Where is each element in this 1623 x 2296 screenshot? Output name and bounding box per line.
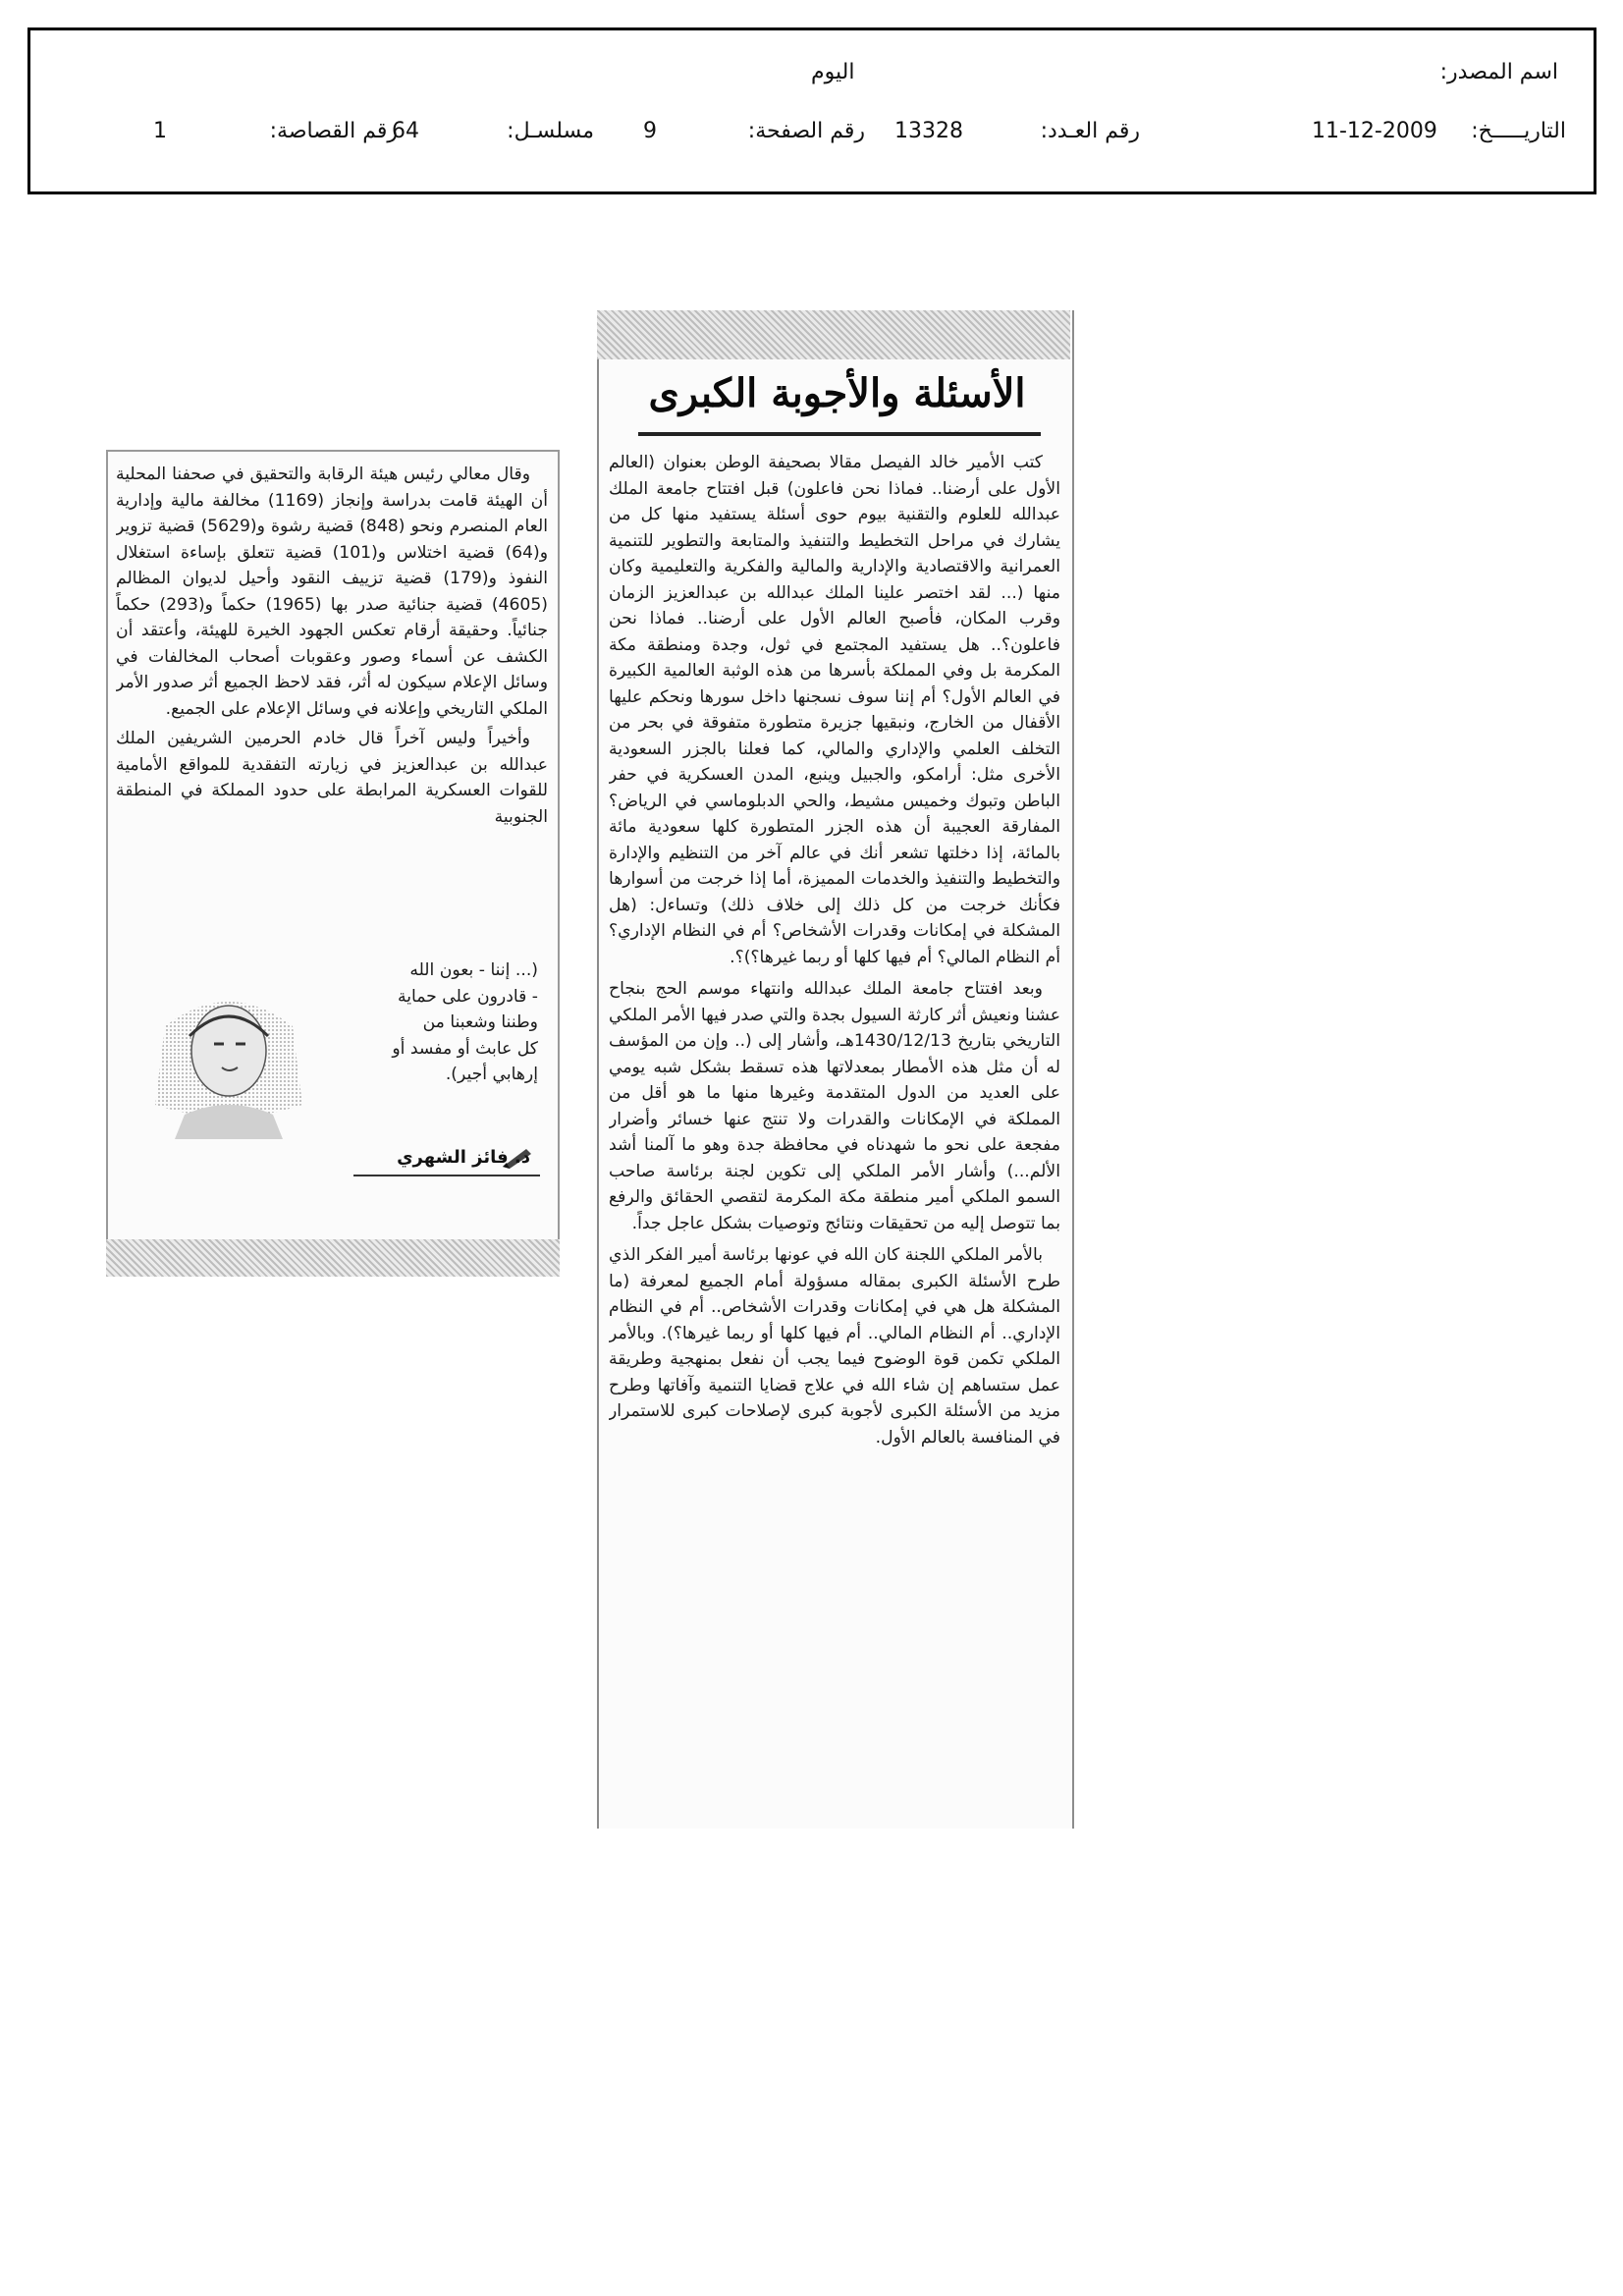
article-headline: الأسئلة والأجوبة الكبرى <box>648 370 1026 416</box>
quote-line: وطننا وشعبنا من <box>422 1012 538 1032</box>
sidebar-paragraph-1: وقال معالي رئيس هيئة الرقابة والتحقيق في صحفنا المحلية أن الهيئة قامت بدراسة وإنجاز (1169) مخالفة مالية وإدارية العام المنصرم ونحو (848) قضية رشوة و(5629) قضية تزوير و(64) قضية اختلاس و(101) قضية تتعلق بإساءة استغلال النفوذ و(179) قضية تزييف النقود وأحيل لديوان المظالم (4605) قضية جنائية صدر بها (1965) حكماً و(293) حكماً جنائياً. وحقيقة أرقام تعكس الجهود الخيرة للهيئة، وأعتقد أن الكشف عن أسماء وصور وعقوبات أصحاب المخالفات في وسائل الإعلام سيكون له أثر، فقد لاحظ الجميع أثر صدور الأمر الملكي التاريخي وإعلانه في وسائل الإعلام على الجميع. <box>116 465 548 719</box>
clip-number-value: 1 <box>153 119 167 143</box>
sidebar-body <box>116 462 548 957</box>
date-value: 11-12-2009 <box>1312 119 1437 143</box>
article-paragraph-2: وبعد افتتاح جامعة الملك عبدالله وانتهاء موسم الحج بنجاح عشنا ونعيش أثر كارثة السيول بجدة والتي صدر فيها الأمر الملكي التاريخي بتاريخ 1430/12/13هـ، وأشار إلى (.. وإن من المؤسف له أن مثل هذه الأمطار بمعدلاتها هذه تسقط بشكل شبه يومي على العديد من الدول المتقدمة وغيرها منها ما هو أقل من المملكة في الإمكانات والقدرات ولا تنتج عنها خسائر وأضرار مفجعة على نحو ما شهدناه في محافظة جدة وهو ما آلمنا أشد الألم...) وأشار الأمر الملكي إلى تكوين لجنة برئاسة صاحب السمو الملكي أمير منطقة مكة المكرمة لتقصي الحقائق والرفع بما تتوصل إليه من تحقيقات ونتائج وتوصيات بشكل عاجل جداً. <box>609 979 1060 1233</box>
clipping-info-header <box>27 27 1596 194</box>
article-paragraph-3: بالأمر الملكي اللجنة كان الله في عونها برئاسة أمير الفكر الذي طرح الأسئلة الكبرى بمقاله مسؤولة أمام الجميع لمعرفة (ما المشكلة هل هي في إمكانات وقدرات الأشخاص.. أم في النظام الإداري.. أم النظام المالي.. أم فيها كلها أو ربما غيرها؟). وبالأمر الملكي تكمن قوة الوضوح فيما يجب أن نفعل بمنهجية وطريقة عمل ستساهم إن شاء الله في علاج قضايا التنمية وآفاتها وطرح مزيد من الأسئلة الكبرى لأجوبة كبرى لإصلاحات كبرى للاستمرار في المنافسة بالعالم الأول. <box>609 1245 1060 1448</box>
date-label: التاريـــــخ: <box>1471 119 1566 143</box>
source-value: اليوم <box>811 60 855 84</box>
byline-divider <box>353 1175 540 1176</box>
quote-line: - قادرون على حماية <box>398 986 538 1007</box>
issue-value: 13328 <box>894 119 963 143</box>
scan-noise-bar <box>597 310 1070 359</box>
clip-number-label: رقم القصاصة: <box>269 119 398 143</box>
quote-line: إرهابي أجير). <box>445 1065 538 1084</box>
quote-line: (... إننا - بعون الله <box>409 960 538 980</box>
source-label: اسم المصدر: <box>1439 60 1558 84</box>
author-portrait-icon <box>145 957 312 1139</box>
serial-label: مسلسـل: <box>507 119 594 143</box>
issue-label: رقم العـدد: <box>1040 119 1140 143</box>
sidebar-scan-noise-bar <box>106 1239 560 1277</box>
article-body <box>609 450 1060 1815</box>
quote-line: كل عابث أو مفسد أو <box>392 1038 538 1059</box>
serial-value: 64 <box>392 119 419 143</box>
article-paragraph-1: كتب الأمير خالد الفيصل مقالا بصحيفة الوطن بعنوان (العالم الأول على أرضنا.. فماذا نحن فاعلون) قبل افتتاح جامعة الملك عبدالله للعلوم والتقنية بيوم حوى أسئلة يستفيد منها كل من يشارك في مراحل التخطيط والتنفيذ والمتابعة والتطوير للتنمية العمرانية والاقتصادية والإدارية والمالية والفكرية والتعليمية وكان منها (... لقد اختصر علينا الملك عبدالله بن عبدالعزيز الزمان وقرب المكان، فأصبح العالم الأول على أرضنا.. فماذا نحن فاعلون؟.. هل يستفيد المجتمع في ثول، وجدة ومنطقة مكة المكرمة بل وفي المملكة بأسرها من هذه الوثبة العالمية الكبيرة في العالم الأول؟ أم إننا سوف نسجنها داخل سورها ونحكم عليها الأقفال من الخارج، ونبقيها جزيرة متطورة متفوقة في بحر من التخلف العلمي والإداري والمالي، كما فعلنا بالجزر السعودية الأخرى مثل: أرامكو، والجبيل وينبع، المدن العسكرية في حفر الباطن وتبوك وخميس مشيط، والحي الدبلوماسي في الرياض؟ المفارقة العجيبة أن هذه الجزر المتطورة كلها سعودية مائة بالمائة، إذا دخلتها تشعر أنك في عالم آخر من التنظيم والإدارة والتخطيط والتنفيذ والخدمات المميزة، أما إذا خرجت من أسوارها فكأنك خرجت من كل ذلك إلى خلاف ذلك) وتساءل: (هل المشكلة في إمكانات وقدرات الأشخاص؟ أم في النظام الإداري؟ أم النظام المالي؟ أم فيها كلها أو ربما غيرها؟)؟. <box>609 453 1060 967</box>
author-byline: د. فائز الشهري <box>397 1147 530 1168</box>
sidebar-paragraph-2: وأخيراً وليس آخراً قال خادم الحرمين الشريفين الملك عبدالله بن عبدالعزيز في زيارته التفقدية للمواقع الأمامية للقوات العسكرية المرابطة على حدود المملكة في المنطقة الجنوبية <box>116 729 548 827</box>
page-label: رقم الصفحة: <box>747 119 865 143</box>
page-value: 9 <box>643 119 657 143</box>
headline-divider <box>638 432 1041 436</box>
king-quote <box>312 957 538 1088</box>
